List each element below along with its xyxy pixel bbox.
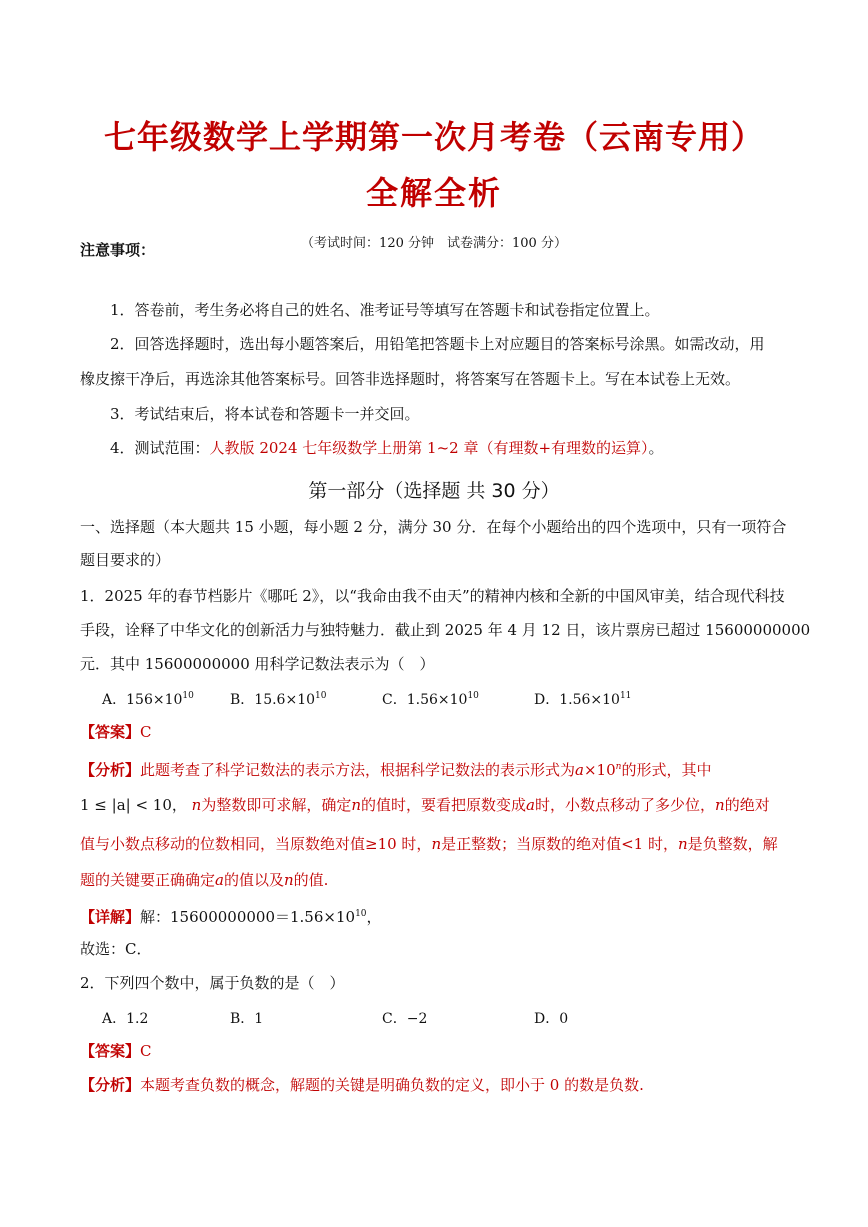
q1-option-b: B．$15.6\times 10^{10}$ — [230, 691, 327, 708]
exam-title: 七年级数学上学期第一次月考卷（云南专用） — [103, 118, 764, 156]
q2-answer: 【答案】C — [80, 1042, 152, 1060]
q2-analysis: 【分析】本题考查负数的概念，解题的关键是明确负数的定义，即小于 0 的数是负数. — [80, 1076, 644, 1094]
note-item-2b: 橡皮擦干净后，再选涂其他答案标号。回答非选择题时，将答案写在答题卡上。写在本试卷上无效。 — [80, 370, 741, 388]
q1-analysis-line3: 值与小数点移动的位数相同，当原数绝对值≥10 时，n是正整数；当原数的绝对值<1 时，n是负整数，解 — [80, 835, 778, 853]
q1-stem-line2: 手段，诠释了中华文化的创新活力与独特魅力．截止到 2025 年 4 月 12 日，该片票房已超过 15600000000 — [80, 621, 811, 639]
exam-subtitle: 全解全析 — [365, 174, 502, 212]
q1-analysis-line1: 【分析】此题考查了科学记数法的表示方法，根据科学记数法的表示形式为$a\times 10^n$的形式，其中 — [80, 761, 712, 779]
q1-detail: 【详解】解：$15600000000=1.56\times 10^{10}$， — [80, 908, 382, 926]
notes-heading: 注意事项： — [80, 241, 156, 259]
q1-analysis-line2: 1 ≤ |a| < 10， n为整数即可求解，确定n的值时，要看把原数变成a时，小数点移动了多少位，n的绝对 — [80, 796, 770, 814]
q1-stem-line1: 1．2025 年的春节档影片《哪吒 2》，以“我命由我不由天”的精神内核和全新的中国风审美，结合现代科技 — [80, 587, 785, 605]
q1-stem-line3: 元．其中 15600000000 用科学记数法表示为（ ） — [80, 655, 435, 673]
exam-info: （考试时间：120 分钟 试卷满分：100 分） — [301, 236, 567, 251]
part1-instructions-b: 题目要求的） — [80, 551, 171, 569]
q1-option-a: A．$156\times 10^{10}$ — [102, 691, 194, 708]
q2-stem: 2．下列四个数中，属于负数的是（ ） — [80, 974, 345, 992]
note-item-4: 4．测试范围：人教版 2024 七年级数学上册第 1~2 章（有理数+有理数的运算）。 — [110, 439, 664, 457]
q1-analysis-line4: 题的关键要正确确定a的值以及n的值. — [80, 871, 329, 889]
part1-heading: 第一部分（选择题 共 30 分） — [308, 480, 560, 502]
q1-choice: 故选：C． — [80, 940, 152, 958]
q1-option-c: C．$1.56\times 10^{10}$ — [382, 691, 479, 708]
note-item-3: 3．考试结束后，将本试卷和答题卡一并交回。 — [110, 405, 420, 423]
note-item-2a: 2．回答选择题时，选出每小题答案后，用铅笔把答题卡上对应题目的答案标号涂黑。如需改动，用 — [110, 335, 765, 353]
q2-option-a: A．1.2 — [102, 1011, 149, 1027]
test-range: 人教版 2024 七年级数学上册第 1~2 章（有理数+有理数的运算） — [209, 439, 649, 457]
q2-option-d: D．0 — [534, 1011, 569, 1027]
note-item-1: 1．答卷前，考生务必将自己的姓名、准考证号等填写在答题卡和试卷指定位置上。 — [110, 301, 660, 319]
part1-instructions-a: 一、选择题（本大题共 15 小题，每小题 2 分，满分 30 分．在每个小题给出的四个选项中，只有一项符合 — [80, 518, 787, 536]
q1-option-d: D．$1.56\times 10^{11}$ — [534, 691, 632, 708]
q1-answer: 【答案】C — [80, 723, 152, 741]
q2-option-c: C．−2 — [382, 1011, 428, 1027]
q2-option-b: B．1 — [230, 1011, 264, 1027]
